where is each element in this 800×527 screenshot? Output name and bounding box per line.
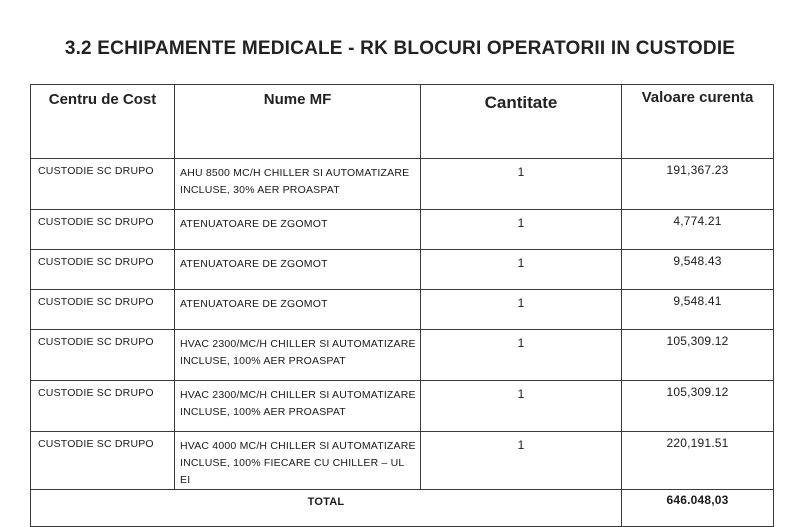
- table-row: [31, 210, 774, 250]
- total-row: [31, 490, 774, 527]
- table-row: [31, 250, 774, 290]
- table-row: [31, 432, 774, 490]
- cell-quantity: 1: [421, 290, 622, 330]
- table-row: [31, 290, 774, 330]
- cell-value: 105,309.12: [622, 330, 774, 381]
- header-cost-center: Centru de Cost: [31, 85, 175, 159]
- cell-name: AHU 8500 MC/H CHILLER SI AUTOMATIZARE INCLUSE, 30% AER PROASPAT: [175, 159, 421, 210]
- cell-name: HVAC 2300/MC/H CHILLER SI AUTOMATIZARE INCLUSE, 100% AER PROASPAT: [175, 330, 421, 381]
- cell-value: 105,309.12: [622, 381, 774, 432]
- cell-value: 220,191.51: [622, 432, 774, 490]
- cell-quantity: 1: [421, 159, 622, 210]
- table-row: [31, 381, 774, 432]
- cell-name: HVAC 2300/MC/H CHILLER SI AUTOMATIZARE INCLUSE, 100% AER PROASPAT: [175, 381, 421, 432]
- cell-quantity: 1: [421, 330, 622, 381]
- cell-value: 9,548.43: [622, 250, 774, 290]
- cell-cost-center: CUSTODIE SC DRUPO: [31, 210, 175, 250]
- cell-quantity: 1: [421, 210, 622, 250]
- cell-name: ATENUATOARE DE ZGOMOT: [175, 210, 421, 250]
- cell-name: HVAC 4000 MC/H CHILLER SI AUTOMATIZARE INCLUSE, 100% FIECARE CU CHILLER – UL EI: [175, 432, 421, 490]
- cell-cost-center: CUSTODIE SC DRUPO: [31, 250, 175, 290]
- cell-cost-center: CUSTODIE SC DRUPO: [31, 290, 175, 330]
- header-quantity: Cantitate: [421, 85, 622, 159]
- cell-cost-center: CUSTODIE SC DRUPO: [31, 159, 175, 210]
- cell-value: 9,548.41: [622, 290, 774, 330]
- cell-quantity: 1: [421, 381, 622, 432]
- cell-cost-center: CUSTODIE SC DRUPO: [31, 432, 175, 490]
- cell-name: ATENUATOARE DE ZGOMOT: [175, 250, 421, 290]
- cell-value: 4,774.21: [622, 210, 774, 250]
- header-name: Nume MF: [175, 85, 421, 159]
- total-label: TOTAL: [31, 490, 622, 527]
- cell-value: 191,367.23: [622, 159, 774, 210]
- cell-name: ATENUATOARE DE ZGOMOT: [175, 290, 421, 330]
- table-row: [31, 159, 774, 210]
- page-title: 3.2 ECHIPAMENTE MEDICALE - RK BLOCURI OPERATORII IN CUSTODIE: [64, 38, 736, 59]
- total-value: 646.048,03: [622, 490, 774, 527]
- cell-quantity: 1: [421, 250, 622, 290]
- cell-quantity: 1: [421, 432, 622, 490]
- header-row: [31, 85, 774, 159]
- cell-cost-center: CUSTODIE SC DRUPO: [31, 381, 175, 432]
- table-row: [31, 330, 774, 381]
- equipment-table: [30, 84, 774, 527]
- header-value: Valoare curenta: [622, 85, 774, 159]
- cell-cost-center: CUSTODIE SC DRUPO: [31, 330, 175, 381]
